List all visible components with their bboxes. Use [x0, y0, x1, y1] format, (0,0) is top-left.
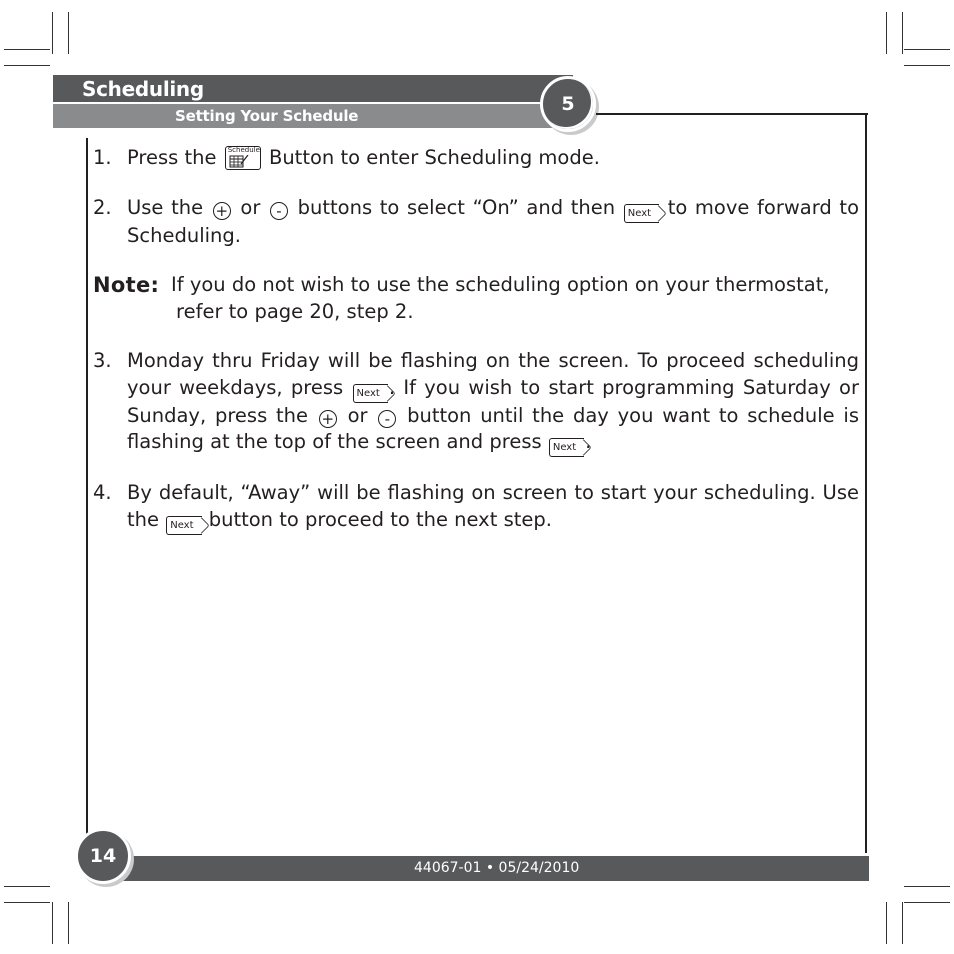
next-button-icon: Next — [353, 384, 388, 403]
schedule-button-icon — [225, 146, 261, 170]
note-label: Note: — [93, 273, 160, 297]
instructions — [93, 145, 859, 558]
crop-mark — [52, 902, 53, 944]
crop-mark — [4, 886, 50, 887]
document-info: 44067-01 • 05/24/2010 — [414, 860, 580, 876]
crop-mark — [904, 65, 950, 66]
step-text: By default, “Away” will be flashing on screen to start your scheduling. Use the — [127, 481, 859, 531]
step-1 — [93, 145, 859, 172]
note-text: If you do not wish to use the scheduling option on your thermostat, — [171, 273, 830, 296]
plus-button-icon: + — [213, 202, 231, 220]
crop-mark — [902, 12, 903, 54]
step-2 — [93, 195, 859, 250]
step-number: 3. — [93, 349, 112, 372]
crop-mark — [886, 902, 887, 944]
step-text: Monday thru Friday will be flashing on the screen. To proceed scheduling your weekdays, press — [127, 349, 859, 399]
minus-button-icon: - — [378, 410, 396, 428]
section-title: Scheduling — [82, 77, 204, 101]
crop-mark — [68, 902, 69, 944]
crop-mark — [68, 12, 69, 54]
step-text: button until the day you want to schedule is flashing at the top of the screen and press — [127, 403, 859, 453]
minus-button-icon: - — [270, 202, 288, 220]
step-text: or — [240, 195, 261, 219]
step-text: Button to enter Scheduling mode. — [268, 146, 600, 169]
crop-mark — [904, 49, 950, 50]
step-number-badge: 5 — [540, 76, 596, 132]
crop-mark — [904, 902, 950, 903]
next-button-icon: Next — [549, 438, 584, 457]
step-text: to move forward to Scheduling. — [127, 195, 860, 247]
crop-mark — [4, 49, 50, 50]
subsection-title: Setting Your Schedule — [175, 107, 359, 125]
step-3 — [93, 348, 859, 457]
note-text: refer to page 20, step 2. — [176, 299, 414, 323]
crop-mark — [886, 12, 887, 54]
step-text: . If you wish to start programming Saturday or Sunday, press the — [127, 375, 859, 427]
step-text: Use the — [127, 195, 204, 219]
frame-left-rule — [86, 138, 88, 850]
step-text: buttons to select “On” and then — [297, 195, 616, 219]
page-number: 14 — [75, 828, 131, 884]
next-button-icon: Next — [166, 516, 201, 535]
step-text: Press the — [127, 146, 217, 169]
crop-mark — [902, 902, 903, 944]
schedule-icon-label: Schedule — [227, 146, 260, 154]
step-4 — [93, 480, 859, 535]
step-text: or — [347, 403, 368, 427]
step-number: 4. — [93, 481, 112, 504]
crop-mark — [4, 65, 50, 66]
next-button-icon: Next — [624, 204, 659, 223]
step-text: . — [585, 430, 592, 453]
frame-top-rule — [596, 113, 868, 115]
step-text: button to proceed to the next step. — [208, 507, 552, 531]
step-number: 2. — [93, 195, 112, 219]
frame-right-rule — [865, 113, 867, 853]
crop-mark — [904, 886, 950, 887]
note — [93, 272, 859, 325]
step-number: 1. — [93, 146, 112, 169]
plus-button-icon: + — [319, 410, 337, 428]
crop-mark — [4, 902, 50, 903]
calendar-icon — [229, 155, 249, 168]
crop-mark — [52, 12, 53, 54]
